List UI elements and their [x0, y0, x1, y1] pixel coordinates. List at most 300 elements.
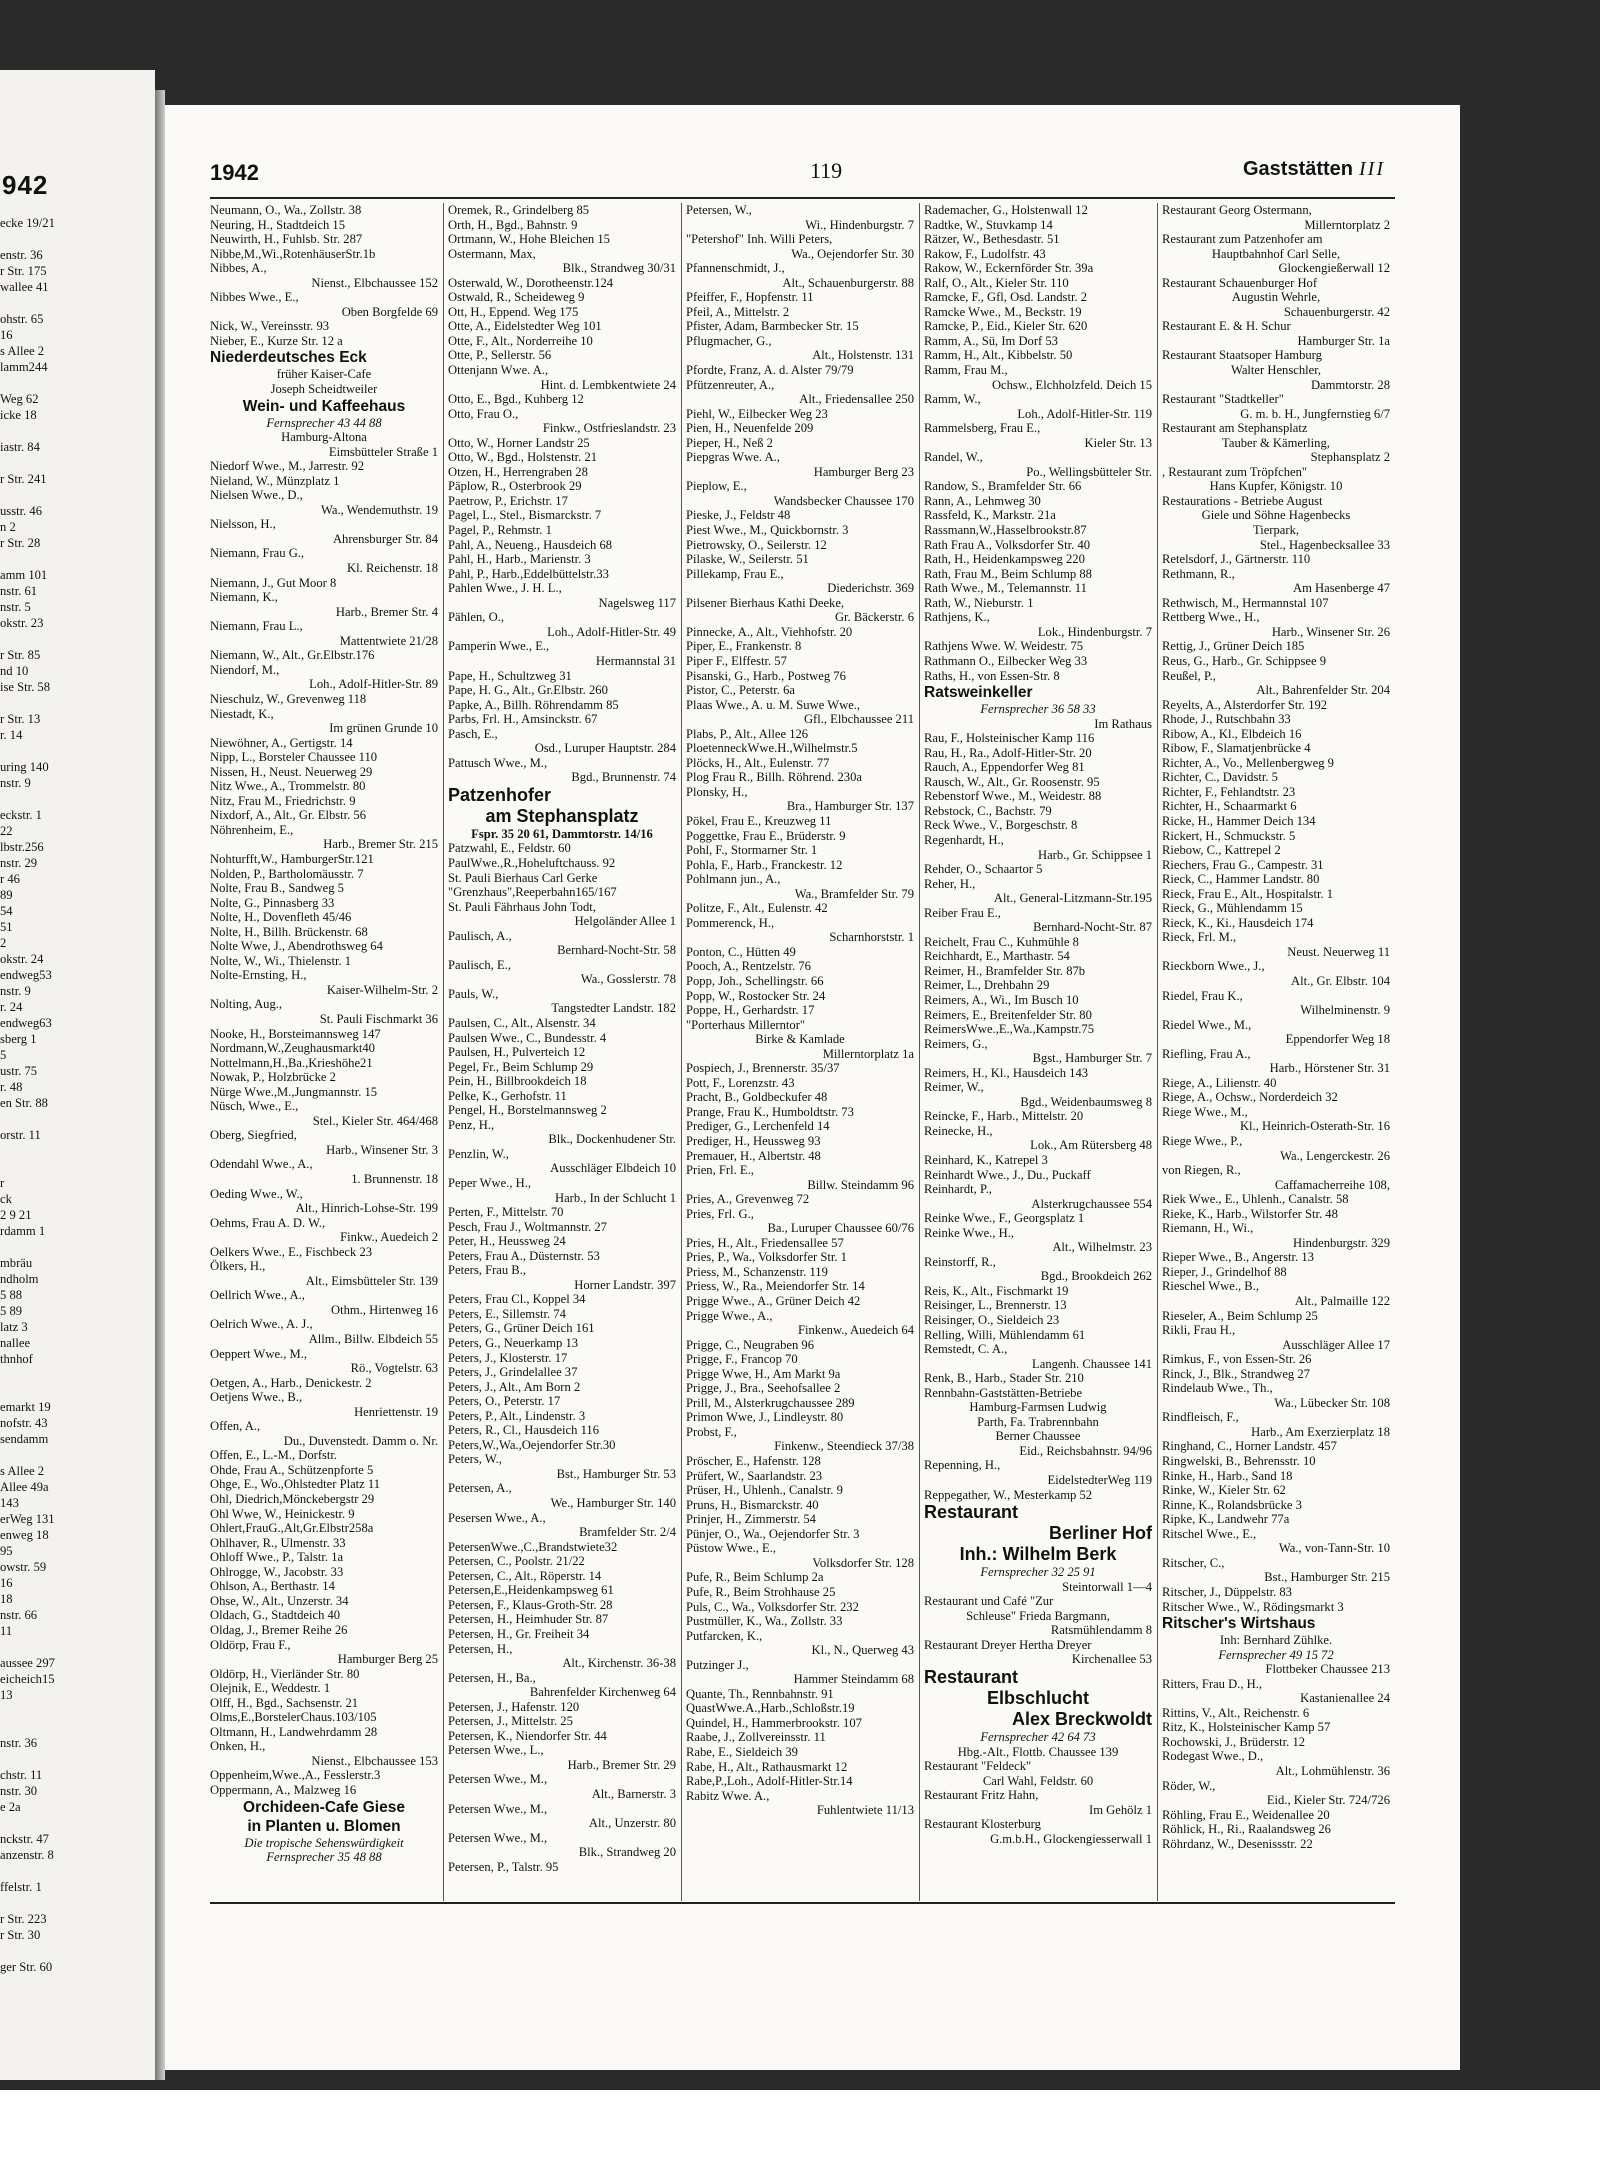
- directory-entry: Restaurant Schauenburger Hof: [1162, 275, 1318, 290]
- directory-entry: Petersen, H.,: [448, 1641, 513, 1656]
- directory-entry: Fspr. 35 20 61, Dammtorstr. 14/16: [471, 826, 653, 841]
- adjacent-page-line: s Allee 2: [0, 344, 45, 358]
- directory-entry: Richter, F., Fehlandtstr. 23: [1162, 784, 1296, 799]
- directory-entry: Pahl, P., Harb.,Eddelbüttelstr.33: [448, 566, 609, 581]
- directory-entry: Steintorwall 1—4: [1062, 1579, 1152, 1594]
- directory-entry: Plabs, P., Alt., Allee 126: [686, 726, 809, 741]
- directory-entry: Ottenjann Wwe. A.,: [448, 363, 549, 378]
- directory-entry: Ritscher Wwe., W., Rödingsmarkt 3: [1162, 1599, 1344, 1614]
- directory-entry: Popp, Joh., Schellingstr. 66: [686, 973, 824, 988]
- directory-entry: Stephansplatz 2: [1310, 450, 1390, 465]
- adjacent-page-line: [0, 423, 155, 439]
- directory-entry: Niestadt, K.,: [210, 706, 274, 721]
- adjacent-page-line: nallee: [0, 1336, 31, 1350]
- directory-entry: Ostermann, Max,: [448, 246, 536, 261]
- adjacent-page-line: nstr. 9: [0, 776, 31, 790]
- directory-entry: Nowak, P., Holzbrücke 2: [210, 1070, 336, 1085]
- directory-entry: Rinck, J., Blk., Strandweg 27: [1162, 1366, 1310, 1381]
- directory-entry: Ba., Luruper Chaussee 60/76: [767, 1221, 914, 1236]
- adjacent-page-line: [0, 455, 155, 471]
- directory-entry: Odendahl Wwe., A.,: [210, 1157, 313, 1172]
- directory-entry: Olejnik, E., Weddestr. 1: [210, 1681, 331, 1696]
- directory-entry: Ölkers, H.,: [210, 1259, 266, 1274]
- directory-entry: Nibbes, A.,: [210, 261, 267, 276]
- directory-entry: Alt., Eimsbütteler Str. 139: [305, 1273, 438, 1288]
- directory-entry: Pinnecke, A., Alt., Viehhofstr. 20: [686, 624, 853, 639]
- directory-entry: Glockengießerwall 12: [1278, 261, 1390, 276]
- directory-entry: Pein, H., Billbrookdeich 18: [448, 1074, 587, 1089]
- directory-entry: Pommerenck, H.,: [686, 915, 775, 930]
- directory-entry: Reis, K., Alt., Fischmarkt 19: [924, 1283, 1069, 1298]
- directory-entry: Tierpark,: [1252, 523, 1300, 538]
- directory-entry: Niedorf Wwe., M., Jarrestr. 92: [210, 459, 365, 474]
- directory-entry: Rimkus, F., von Essen-Str. 26: [1162, 1352, 1312, 1367]
- directory-entry: Nolte, G., Pinnasberg 33: [210, 895, 335, 910]
- directory-entry: Neust. Neuerweg 11: [1287, 944, 1390, 959]
- directory-entry: Reincke, F., Harb., Mittelstr. 20: [924, 1109, 1084, 1124]
- directory-entry: Premauer, H., Albertstr. 48: [686, 1148, 821, 1163]
- directory-entry: Oremek, R., Grindelberg 85: [448, 203, 590, 217]
- adjacent-page-line: Weg 62: [0, 392, 39, 406]
- directory-entry: Restaurant zum Patzenhofer am: [1162, 232, 1323, 247]
- directory-entry: Hamburg-Farmsen Ludwig: [969, 1400, 1107, 1415]
- directory-entry: Plonsky, H.,: [686, 784, 748, 799]
- directory-entry: Priess, M., Schanzenstr. 119: [686, 1264, 828, 1279]
- directory-entry: Rieck, G., Mühlendamm 15: [1162, 901, 1303, 916]
- directory-entry: Niemann, Frau G.,: [210, 546, 305, 561]
- advertisement-line: Wein- und Kaffeehaus: [242, 397, 406, 415]
- directory-entry: Paulsen, H., Pulverteich 12: [448, 1045, 586, 1060]
- directory-entry: Restaurations - Betriebe August: [1162, 493, 1323, 508]
- directory-entry: Prange, Frau K., Humboldtstr. 73: [686, 1104, 854, 1119]
- directory-entry: Oben Borgfelde 69: [341, 304, 438, 319]
- adjacent-page-line: r. 14: [0, 728, 23, 742]
- directory-entry: Hint. d. Lembkentwiete 24: [540, 377, 676, 392]
- directory-entry: Hamburger Berg 23: [813, 464, 914, 479]
- directory-entry: Oelrich Wwe., A. J.,: [210, 1317, 313, 1332]
- directory-entry: Kastanienallee 24: [1300, 1691, 1390, 1706]
- directory-entry: Pengel, H., Borstelmannsweg 2: [448, 1103, 607, 1118]
- directory-entry: Augustin Wehrle,: [1231, 290, 1321, 305]
- directory-entry: Rieper, J., Grindelhof 88: [1162, 1264, 1287, 1279]
- directory-entry: Peters, R., Cl., Hausdeich 116: [448, 1423, 599, 1438]
- directory-entry: Reimers, A., Wi., Im Busch 10: [924, 992, 1079, 1007]
- directory-entry: Popp, W., Rostocker Str. 24: [686, 988, 826, 1003]
- directory-entry: Pfannenschmidt, J.,: [686, 261, 785, 276]
- directory-entry: Alsterkrugchaussee 554: [1031, 1196, 1152, 1211]
- adjacent-page-line: 89: [0, 888, 13, 902]
- directory-entry: Gr. Bäckerstr. 6: [834, 610, 914, 625]
- directory-entry: Riek Wwe., E., Uhlenh., Canalstr. 58: [1162, 1192, 1349, 1207]
- directory-entry: Bgd., Brookdeich 262: [1040, 1269, 1152, 1284]
- adjacent-page-line: en Str. 88: [0, 1096, 48, 1110]
- directory-entry: Piepgras Wwe. A.,: [686, 450, 780, 465]
- adjacent-page-line: thnhof: [0, 1352, 33, 1366]
- directory-entry: Scharnhorststr. 1: [829, 930, 914, 945]
- directory-entry: Volksdorfer Str. 128: [812, 1555, 914, 1570]
- directory-entry: Carl Wahl, Feldstr. 60: [982, 1773, 1094, 1788]
- directory-entry: Neuwirth, H., Fuhlsb. Str. 287: [210, 232, 363, 247]
- adjacent-page-line: [0, 231, 155, 247]
- directory-entry: Alt., General-Litzmann-Str.195: [993, 891, 1152, 906]
- directory-entry: Bahrenfelder Kirchenweg 64: [529, 1685, 676, 1700]
- directory-entry: Ochsw., Elchholzfeld. Deich 15: [991, 377, 1152, 392]
- directory-entry: Pesch, Frau J., Woltmannstr. 27: [448, 1219, 607, 1234]
- adjacent-page-line: nd 10: [0, 664, 29, 678]
- directory-entry: Politze, F., Alt., Eulenstr. 42: [686, 901, 828, 916]
- directory-entry: Harb., Gr. Schippsee 1: [1037, 847, 1152, 862]
- adjacent-page-lines: [0, 215, 155, 1975]
- directory-entry: Bra., Hamburger Str. 137: [786, 799, 914, 814]
- adjacent-page-line: [0, 1703, 155, 1719]
- directory-entry: Poggettke, Frau E., Brüderstr. 9: [686, 828, 846, 843]
- directory-entry: Niemann, J., Gut Moor 8: [210, 575, 337, 590]
- directory-entry: Rickert, H., Schmuckstr. 5: [1162, 828, 1296, 843]
- directory-entry: Petersen Wwe., L.,: [448, 1743, 544, 1758]
- directory-entry: Peters, J., Grindelallee 37: [448, 1365, 578, 1380]
- directory-entry: Nooke, H., Borsteimannsweg 147: [210, 1026, 381, 1041]
- directory-entry: Lok., Hindenburgstr. 7: [1037, 624, 1152, 639]
- directory-entry: Paetrow, P., Erichstr. 17: [448, 493, 568, 508]
- directory-entry: Rammelsberg, Frau E.,: [924, 421, 1041, 436]
- adjacent-page-line: ustr. 75: [0, 1064, 38, 1078]
- adjacent-page-line: [0, 1751, 155, 1767]
- advertisement-line: Berliner Hof: [1048, 1523, 1152, 1544]
- directory-entry: Kirchenallee 53: [1071, 1652, 1152, 1667]
- adjacent-page-line: nstr. 9: [0, 984, 31, 998]
- directory-entry: Otto, Frau O.,: [448, 406, 519, 421]
- directory-entry: Alt., Barnerstr. 3: [591, 1786, 676, 1801]
- directory-entry: Putzinger J.,: [686, 1657, 749, 1672]
- directory-entry: Ramcke Wwe., M., Beckstr. 19: [924, 304, 1082, 319]
- directory-entry: Blk., Dockenhudener Str.: [548, 1132, 676, 1147]
- directory-entry: Pökel, Frau E., Kreuzweg 11: [686, 813, 832, 828]
- adjacent-page-fragment: [0, 70, 155, 2080]
- directory-entry: Pooch, A., Rentzelstr. 76: [686, 959, 811, 974]
- directory-entry: Peters, Frau Cl., Koppel 34: [448, 1292, 586, 1307]
- adjacent-page-line: uring 140: [0, 760, 49, 774]
- directory-entry: St. Pauli Bierhaus Carl Gerke: [448, 870, 598, 885]
- directory-entry: Rieseler, A., Beim Schlump 25: [1162, 1308, 1318, 1323]
- directory-entry: Nienst., Elbchaussee 153: [311, 1753, 438, 1768]
- directory-entry: Rehder, O., Schaartor 5: [924, 862, 1043, 877]
- adjacent-page-line: nofstr. 43: [0, 1416, 48, 1430]
- directory-entry: Wa., von-Tann-Str. 10: [1278, 1541, 1390, 1556]
- directory-entry: Ohlert,FrauG.,Alt,Gr.Elbstr258a: [210, 1521, 374, 1536]
- directory-entry: Oppenheim,Wwe.,A., Fesslerstr.3: [210, 1768, 381, 1783]
- adjacent-page-line: nstr. 29: [0, 856, 38, 870]
- directory-entry: Pries, Frl. G.,: [686, 1206, 754, 1221]
- directory-entry: Alt., Hinrich-Lohse-Str. 199: [295, 1201, 438, 1216]
- directory-entry: Alt., Holstenstr. 131: [812, 348, 914, 363]
- adjacent-page-line: enstr. 36: [0, 248, 43, 262]
- column-divider: [1157, 203, 1158, 1901]
- directory-entry: Ortmann, W., Hohe Bleichen 15: [448, 232, 610, 247]
- directory-entry: Hamburger Str. 1a: [1297, 333, 1390, 348]
- directory-entry: Nolden, P., Bartholomäusstr. 7: [210, 866, 364, 881]
- directory-entry: Bgd., Brunnenstr. 74: [571, 770, 676, 785]
- directory-entry: Horner Landstr. 397: [574, 1277, 676, 1292]
- directory-entry: Oellrich Wwe., A.,: [210, 1288, 305, 1303]
- adjacent-page-line: aussee 297: [0, 1656, 55, 1670]
- adjacent-page-line: endweg53: [0, 968, 52, 982]
- directory-entry: Randel, W.,: [924, 450, 983, 465]
- page-year: 1942: [210, 160, 259, 185]
- directory-entry: Ohlhaver, R., Ulmenstr. 33: [210, 1535, 346, 1550]
- directory-entry: Priess, W., Ra., Meiendorfer Str. 14: [686, 1279, 865, 1294]
- adjacent-page-line: rdamm 1: [0, 1224, 46, 1238]
- adjacent-page-line: [0, 375, 155, 391]
- directory-entry: Pieske, J., Feldstr 48: [686, 508, 791, 523]
- adjacent-page-line: lamm244: [0, 360, 48, 374]
- directory-entry: Nordmann,W.,Zeughausmarkt40: [210, 1041, 375, 1056]
- directory-entry: Kl., N., Querweg 43: [811, 1643, 914, 1658]
- directory-entry: Reichhardt, E., Marthastr. 54: [924, 949, 1070, 964]
- book-gutter: [155, 90, 165, 2080]
- directory-entry: Pohla, F., Harb., Franckestr. 12: [686, 857, 843, 872]
- directory-entry: Prigge, J., Bra., Seehofsallee 2: [686, 1381, 841, 1396]
- directory-entry: Wandsbecker Chaussee 170: [773, 493, 914, 508]
- directory-entry: G. m. b. H., Jungfernstieg 6/7: [1240, 406, 1390, 421]
- directory-entry: Reimer, H., Bramfelder Str. 87b: [924, 963, 1086, 978]
- directory-entry: Ohge, E., Wo.,Ohlstedter Platz 11: [210, 1477, 381, 1492]
- adjacent-page-line: e 2a: [0, 1800, 21, 1814]
- directory-entry: Pfützenreuter, A.,: [686, 377, 775, 392]
- column-divider: [443, 203, 444, 1901]
- directory-entry: Reimer, W.,: [924, 1080, 984, 1095]
- adjacent-page-line: [0, 1143, 155, 1159]
- directory-entry: Ramcke, P., Eid., Kieler Str. 620: [924, 319, 1088, 334]
- directory-entry: Rathjens Wwe. W. Weidestr. 75: [924, 639, 1084, 654]
- directory-entry: Harb., Hörstener Str. 31: [1269, 1061, 1390, 1076]
- directory-entry: Tauber & Kämerling,: [1222, 435, 1330, 450]
- directory-entry: Perten, F., Mittelstr. 70: [448, 1205, 564, 1220]
- adjacent-page-line: [0, 551, 155, 567]
- section-title: [1243, 158, 1385, 181]
- directory-entry: Finkenw., Auedeich 64: [797, 1323, 914, 1338]
- adjacent-page-line: eicheich15: [0, 1672, 55, 1686]
- directory-entry: Peters, O., Peterstr. 17: [448, 1394, 561, 1409]
- directory-entry: Reus, G., Harb., Gr. Schippsee 9: [1162, 653, 1327, 668]
- directory-entry: Pieper, H., Neß 2: [686, 435, 773, 450]
- adjacent-page-line: [0, 1719, 155, 1735]
- directory-entry: Oehms, Frau A. D. W.,: [210, 1215, 326, 1230]
- directory-entry: Püstow Wwe., E.,: [686, 1541, 777, 1556]
- directory-entry: Reinhardt, P.,: [924, 1182, 992, 1197]
- directory-entry: G.m.b.H., Glockengiesserwall 1: [990, 1831, 1152, 1846]
- directory-entry: Restaurant Staatsoper Hamburg: [1162, 348, 1322, 363]
- directory-column-1: [210, 203, 438, 1901]
- directory-entry: Rathjens, K.,: [924, 610, 990, 625]
- directory-entry: Oppermann, A., Malzweg 16: [210, 1782, 357, 1797]
- directory-entry: Röder, W.,: [1162, 1778, 1216, 1793]
- directory-entry: Peters, G., Grüner Deich 161: [448, 1321, 595, 1336]
- directory-entry: Oeppert Wwe., M.,: [210, 1346, 307, 1361]
- directory-entry: Riefling, Frau A.,: [1162, 1046, 1251, 1061]
- directory-entry: Nolte, H., Dovenfleth 45/46: [210, 910, 352, 925]
- directory-entry: Rethwisch, M., Hermannstal 107: [1162, 595, 1329, 610]
- directory-entry: Harb., Bremer Str. 29: [567, 1757, 676, 1772]
- directory-entry: Rabe, H., Alt., Rathausmarkt 12: [686, 1759, 848, 1774]
- directory-entry: Pott, F., Lorenzstr. 43: [686, 1075, 795, 1090]
- directory-entry: Pries, P., Wa., Volksdorfer Str. 1: [686, 1250, 847, 1265]
- adjacent-page-line: 16: [0, 328, 13, 342]
- directory-entry: Rassfeld, K., Markstr. 21a: [924, 508, 1056, 523]
- directory-entry: Pistor, C., Peterstr. 6a: [686, 683, 795, 698]
- directory-entry: Niemann, W., Alt., Gr.Elbstr.176: [210, 648, 375, 663]
- adjacent-page-line: [0, 791, 155, 807]
- directory-entry: Niewöhner, A., Gertigstr. 14: [210, 735, 353, 750]
- directory-entry: Piper, E., Frankenstr. 8: [686, 639, 802, 654]
- adjacent-page-line: emarkt 19: [0, 1400, 51, 1414]
- directory-entry: Parbs, Frl. H., Amsinckstr. 67: [448, 712, 598, 727]
- directory-entry: Otzen, H., Herrengraben 28: [448, 464, 588, 479]
- directory-entry: Oldach, G., Stadtdeich 40: [210, 1608, 341, 1623]
- directory-entry: Pohlmann jun., A.,: [686, 872, 781, 887]
- directory-entry: Nolte, H., Billh. Brückenstr. 68: [210, 924, 368, 939]
- directory-entry: Schauenburgerstr. 42: [1283, 304, 1390, 319]
- directory-entry: Oldörp, Frau F.,: [210, 1637, 291, 1652]
- directory-entry: Alt., Friedensallee 250: [799, 392, 914, 407]
- directory-entry: Osterwald, W., Dorotheenstr.124: [448, 275, 614, 290]
- adjacent-page-line: [0, 1111, 155, 1127]
- directory-entry: Piper F., Elffestr. 57: [686, 653, 787, 668]
- directory-entry: Pahl, A., Neueng., Hausdeich 68: [448, 537, 613, 552]
- directory-entry: Quindel, H., Hammerbrookstr. 107: [686, 1715, 862, 1730]
- directory-entry: Reichelt, Frau C., Kuhmühle 8: [924, 934, 1079, 949]
- directory-entry: PaulWwe.,R.,Hoheluftchauss. 92: [448, 855, 616, 870]
- directory-entry: Rittins, V., Alt., Reichenstr. 6: [1162, 1705, 1310, 1720]
- advertisement-line: Ratsweinkeller: [924, 684, 1033, 702]
- adjacent-page-line: [0, 743, 155, 759]
- adjacent-page-line: amm 101: [0, 568, 48, 582]
- directory-entry: Alt., Wilhelmstr. 23: [1052, 1240, 1152, 1255]
- directory-entry: Joseph Scheidtweiler: [270, 382, 378, 397]
- directory-entry: Rassmann,W.,Hasselbrookstr.87: [924, 523, 1087, 538]
- directory-entry: Schleuse" Frieda Bargmann,: [966, 1608, 1110, 1623]
- adjacent-page-line: [0, 1895, 155, 1911]
- directory-entry: Birke & Kamlade: [755, 1032, 845, 1047]
- directory-entry: Ramm, H., Alt., Kibbelstr. 50: [924, 348, 1073, 363]
- directory-entry: Loh., Adolf-Hitler-Str. 89: [309, 677, 438, 692]
- directory-entry: Hammer Steindamm 68: [793, 1672, 914, 1687]
- directory-entry: Blk., Strandweg 20: [578, 1845, 676, 1860]
- directory-entry: Randow, S., Bramfelder Str. 66: [924, 479, 1082, 494]
- directory-entry: Kl. Reichenstr. 18: [347, 561, 438, 576]
- directory-entry: Reisinger, L., Brennerstr. 13: [924, 1298, 1067, 1313]
- adjacent-page-line: [0, 1815, 155, 1831]
- directory-entry: Petersen,E.,Heidenkampsweg 61: [448, 1583, 614, 1598]
- adjacent-page-line: wallee 41: [0, 280, 49, 294]
- directory-entry: Stel., Kieler Str. 464/468: [312, 1113, 438, 1128]
- advertisement-line: Orchideen-Cafe Giese: [243, 1798, 405, 1816]
- directory-entry: Reisinger, O., Sieldeich 23: [924, 1313, 1060, 1328]
- directory-entry: Parth, Fa. Trabrennbahn: [977, 1414, 1099, 1429]
- directory-entry: Ohse, W., Alt., Unzerstr. 34: [210, 1593, 349, 1608]
- directory-entry: Oelkers Wwe., E., Fischbeck 23: [210, 1244, 373, 1259]
- directory-entry: QuastWwe.A.,Harb.,Schloßstr.19: [686, 1701, 855, 1716]
- directory-entry: Oldörp, H., Vierländer Str. 80: [210, 1666, 360, 1681]
- directory-entry: Alt., Schauenburgerstr. 88: [782, 275, 914, 290]
- directory-entry: Nolte-Ernsting, H.,: [210, 968, 307, 983]
- adjacent-page-line: okstr. 24: [0, 952, 44, 966]
- directory-entry: Rieck, K., Ki., Hausdeich 174: [1162, 915, 1314, 930]
- directory-entry: Reinstorff, R.,: [924, 1254, 996, 1269]
- directory-entry: Neumann, O., Wa., Zollstr. 38: [210, 203, 362, 217]
- directory-entry: früher Kaiser-Cafe: [276, 367, 372, 382]
- directory-entry: Bst., Hamburger Str. 53: [556, 1466, 676, 1481]
- directory-entry: Nagelsweg 117: [598, 595, 676, 610]
- directory-entry: Rieke, K., Harb., Wilstorfer Str. 48: [1162, 1206, 1338, 1221]
- directory-entry: Restaurant E. & H. Schur: [1162, 319, 1291, 334]
- adjacent-page-line: 11: [0, 1624, 13, 1638]
- adjacent-page-line: erWeg 131: [0, 1512, 55, 1526]
- directory-entry: Olms,E.,BorstelerChaus.103/105: [210, 1710, 377, 1725]
- page-number: 119: [810, 158, 843, 183]
- directory-entry: Plaas Wwe., A. u. M. Suwe Wwe.,: [686, 697, 861, 712]
- adjacent-page-line: nstr. 30: [0, 1784, 38, 1798]
- adjacent-page-line: orstr. 11: [0, 1128, 41, 1142]
- directory-entry: "Grenzhaus",Reeperbahn165/167: [448, 885, 617, 900]
- directory-entry: Plöcks, H., Alt., Eulenstr. 77: [686, 755, 830, 770]
- section-title-text: Gaststätten: [1242, 158, 1354, 180]
- directory-entry: Nibbe,M.,Wi.,RotenhäuserStr.1b: [210, 246, 376, 261]
- directory-entry: Reimers, H., Kl., Hausdeich 143: [924, 1065, 1089, 1080]
- directory-entry: Raabe, J., Zollvereinsstr. 11: [686, 1730, 826, 1745]
- adjacent-page-line: r 46: [0, 872, 20, 886]
- directory-entry: Pagel, P., Rehmstr. 1: [448, 523, 552, 538]
- directory-entry: Finkw., Ostfrieslandstr. 23: [542, 421, 676, 436]
- directory-entry: Kl., Heinrich-Osterath-Str. 16: [1239, 1119, 1390, 1134]
- directory-entry: Kaiser-Wilhelm-Str. 2: [326, 982, 438, 997]
- directory-entry: Restaurant am Stephansplatz: [1162, 421, 1308, 436]
- adjacent-page-line: n 2: [0, 520, 16, 534]
- directory-entry: Petersen Wwe., M.,: [448, 1801, 548, 1816]
- directory-entry: Ramm, A., Sü, Im Dorf 53: [924, 333, 1058, 348]
- directory-entry: Pufe, R., Beim Strohhause 25: [686, 1584, 836, 1599]
- directory-entry: Rö., Vogtelstr. 63: [350, 1361, 438, 1376]
- directory-entry: Pamperin Wwe., E.,: [448, 639, 550, 654]
- adjacent-page-line: ohstr. 65: [0, 312, 44, 326]
- directory-entry: Eid., Reichsbahnstr. 94/96: [1019, 1443, 1152, 1458]
- adjacent-page-line: r. 48: [0, 1080, 23, 1094]
- directory-entry: Prill, M., Alsterkrugchaussee 289: [686, 1395, 855, 1410]
- directory-entry: Reinke Wwe., H.,: [924, 1225, 1015, 1240]
- adjacent-page-line: enweg 18: [0, 1528, 49, 1542]
- directory-column-5: [1162, 203, 1390, 1901]
- directory-entry: Oeding Wwe., W.,: [210, 1186, 303, 1201]
- directory-entry: Nitz Wwe., A., Trommelstr. 80: [210, 779, 366, 794]
- directory-entry: Restaurant "Feldeck": [924, 1759, 1032, 1774]
- directory-entry: Nöhrenheim, E.,: [210, 822, 294, 837]
- directory-entry: Ringhand, C., Horner Landstr. 457: [1162, 1439, 1337, 1454]
- directory-entry: Nürge Wwe.,M.,Jungmannstr. 15: [210, 1084, 378, 1099]
- adjacent-page-line: owstr. 59: [0, 1560, 47, 1574]
- directory-entry: Stel., Hagenbecksallee 33: [1259, 537, 1390, 552]
- adjacent-page-line: ndholm: [0, 1272, 39, 1286]
- directory-entry: Petersen, F., Klaus-Groth-Str. 28: [448, 1597, 613, 1612]
- directory-entry: Pustmüller, K., Wa., Zollstr. 33: [686, 1614, 843, 1629]
- directory-entry: Kieler Str. 13: [1084, 435, 1152, 450]
- directory-entry: Eppendorfer Weg 18: [1285, 1032, 1390, 1047]
- adjacent-page-line: anzenstr. 8: [0, 1848, 54, 1862]
- adjacent-page-line: 54: [0, 904, 13, 918]
- directory-entry: Ausschläger Elbdeich 10: [550, 1161, 676, 1176]
- directory-entry: Rieper Wwe., B., Angerstr. 13: [1162, 1250, 1314, 1265]
- directory-entry: Offen, A.,: [210, 1419, 261, 1434]
- adjacent-page-line: [0, 295, 155, 311]
- directory-entry: Richter, H., Schaarmarkt 6: [1162, 799, 1297, 814]
